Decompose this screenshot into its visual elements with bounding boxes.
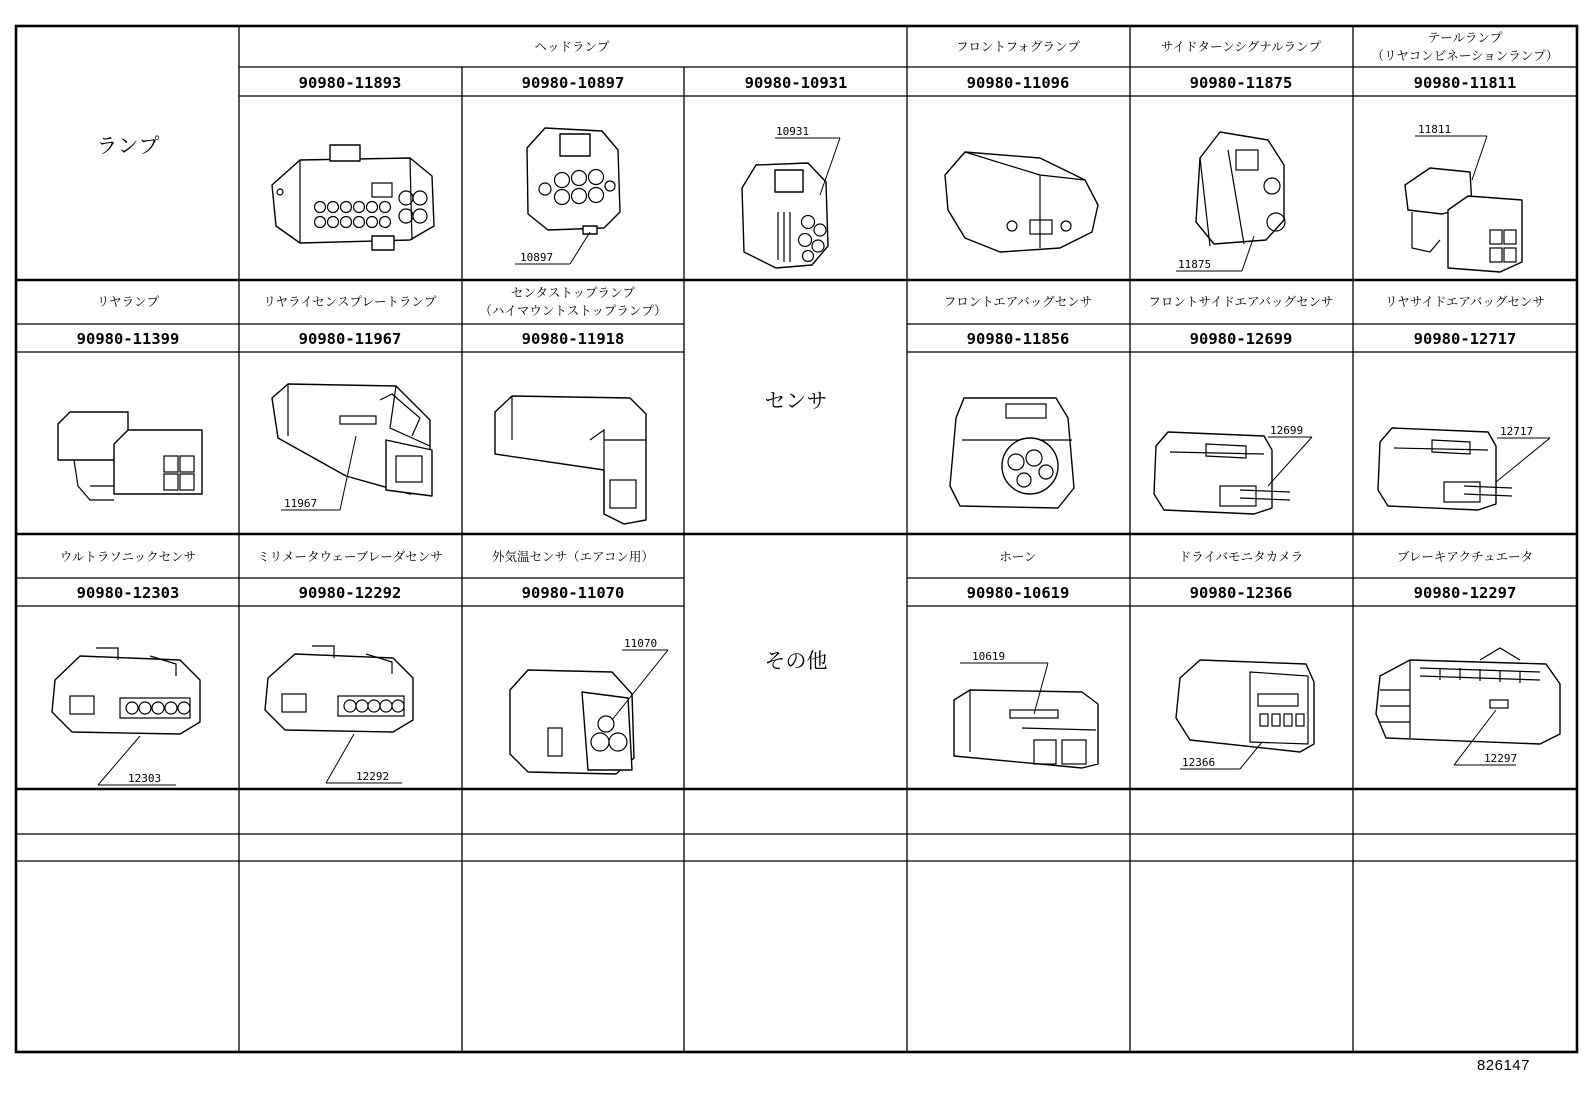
part-number: 90980-11967 [298,330,402,348]
part-number: 90980-12699 [1189,330,1293,348]
part-number: 90980-11893 [298,74,402,92]
connector-drawing [1196,132,1285,246]
part-number: 90980-12292 [298,584,402,602]
callout [1268,424,1312,486]
callout [515,232,590,264]
callout-label: 12717 [1500,425,1534,438]
item-name: フロントフォグランプ [955,39,1081,54]
callout-label: 11811 [1418,123,1452,136]
item-name: ブレーキアクチュエータ [1396,549,1534,564]
category-other: その他 [764,649,828,673]
callout-label: 12303 [128,772,162,785]
connector-drawing [265,646,413,732]
part-number: 90980-11856 [966,330,1070,348]
part-number: 90980-11875 [1189,74,1293,92]
connector-drawing [272,145,434,250]
connector-drawing [945,152,1098,252]
connector-drawing [950,398,1074,508]
connector-drawing [510,670,634,774]
callout-label: 10619 [972,650,1006,663]
item-name: フロントエアバッグセンサ [943,294,1093,309]
part-number: 90980-11918 [521,330,625,348]
callout-label: 11875 [1178,258,1212,271]
item-name: リヤライセンスプレートランプ [263,294,437,309]
item-name: （リヤコンビネーションランプ） [1371,48,1559,63]
item-name: （ハイマウントストップランプ） [479,303,667,318]
connector-drawing [954,690,1098,768]
connector-drawing [527,128,620,234]
category-lamp: ランプ [96,134,160,158]
part-number: 90980-12297 [1413,584,1517,602]
item-name: 外気温センサ（エアコン用） [492,549,654,564]
part-number: 90980-10619 [966,584,1070,602]
item-name: ドライバモニタカメラ [1178,549,1304,564]
part-number: 90980-12303 [76,584,180,602]
connector-drawing [1154,432,1290,514]
connector-drawing [1176,660,1314,752]
callout [98,736,176,785]
callout-label: 10931 [776,125,810,138]
reference-number: 826147 [1476,1057,1530,1074]
item-name: リヤサイドエアバッグセンサ [1385,294,1545,309]
callout-label: 12297 [1484,752,1518,765]
callout-label: 11070 [624,637,658,650]
callout-label: 12366 [1182,756,1216,769]
connector-drawing [272,384,432,496]
item-name: サイドターンシグナルランプ [1160,39,1322,54]
callout-label: 11967 [284,497,318,510]
callout [1496,425,1550,482]
item-name: テールランプ [1427,30,1503,45]
item-name: リヤランプ [96,294,160,309]
connector-drawing [52,648,200,734]
head-lamp-group-label: ヘッドランプ [534,39,610,54]
item-name: ミリメータウェーブレーダセンサ [257,549,443,564]
part-number: 90980-12717 [1413,330,1517,348]
connector-drawing [742,163,828,268]
item-name: ホーン [999,549,1037,564]
part-number: 90980-10897 [521,74,625,92]
callout-label: 12292 [356,770,390,783]
connector-drawing [1376,648,1560,744]
item-name: ウルトラソニックセンサ [59,549,197,564]
callout [326,734,402,783]
category-sensor: センサ [764,389,828,413]
connector-drawing [495,396,646,524]
connector-drawing [58,412,202,500]
part-number: 90980-12366 [1189,584,1293,602]
item-name: センタストップランプ [510,285,636,300]
part-number: 90980-11096 [966,74,1070,92]
part-number: 90980-10931 [744,74,848,92]
connector-drawing [1405,168,1522,272]
item-name: フロントサイドエアバッグセンサ [1148,294,1334,309]
callout-label: 12699 [1270,424,1304,437]
callout-label: 10897 [520,251,554,264]
part-number: 90980-11399 [76,330,180,348]
part-number: 90980-11811 [1413,74,1517,92]
connector-drawing [1378,428,1512,510]
part-number: 90980-11070 [521,584,625,602]
